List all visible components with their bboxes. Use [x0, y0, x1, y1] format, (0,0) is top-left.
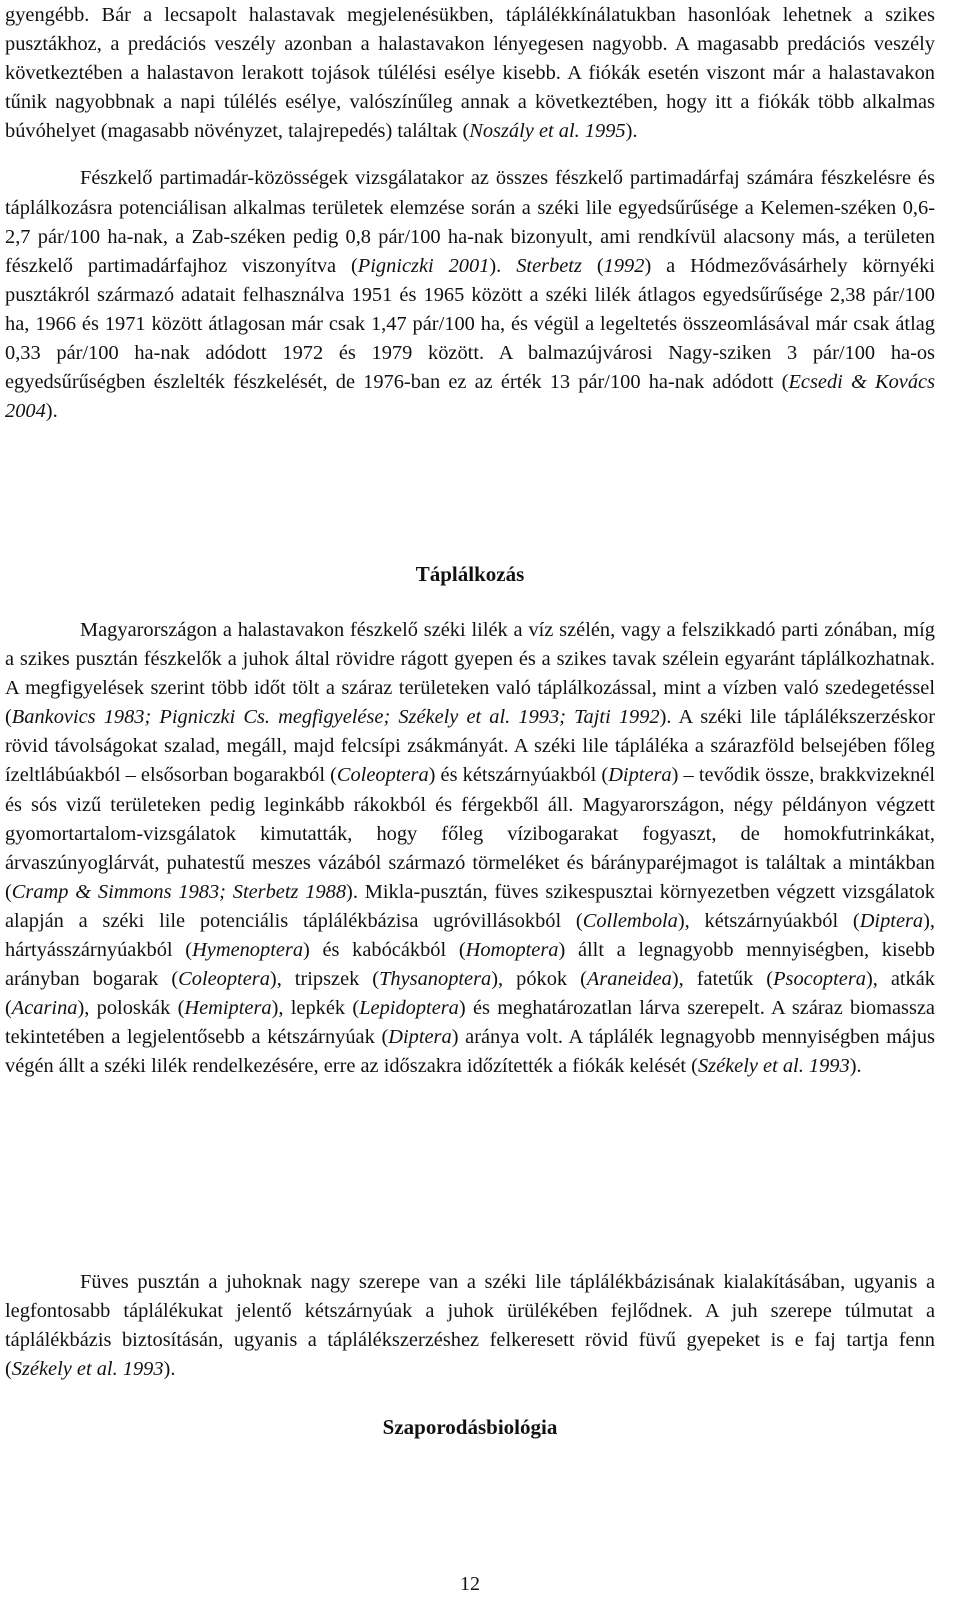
text-run: ), kétszárnyúakból (	[677, 909, 860, 932]
italic-text-run: Lepidoptera	[359, 997, 459, 1020]
text-run: ) aránya volt. A táplálék legnagyobb mennyiségben május végén állt a széki lilék rendelkezésére, erre az időszakra időzítették a fiókák kelését (	[5, 1026, 935, 1078]
text-run: Füves pusztán a juhoknak nagy szerepe van a széki lile táplálékbázisának kialakításában, ugyanis a legfontosabb táplálékukat jelentő kétszárnyúak a juhok ürülékében fejlődnek. A juh szerepe túlmutat a táplálékbázis biztosításán, ugyanis a táplálékszerzéshez felkeresett rövid füvű gyepeket is e faj tartja fenn (	[5, 1271, 935, 1381]
text-run: ), tripszek (	[269, 968, 380, 991]
italic-text-run: Psocoptera	[773, 968, 866, 991]
text-run: ), lepkék (	[271, 997, 360, 1020]
text-block-feeding	[5, 616, 935, 1082]
text-run: ) – tevődik össze, brakkvizeknél és sós vizű területeken pedig leginkább rákokból és férgekből áll. Magyarországon, négy példányon végzett gyomortartalom-vizsgálatok kimutatták, hogy főleg vízibogarakat fogyaszt, de homokfutrinkákat, árvaszúnyoglárvát, puhatestű meszes vázából származó törmeléket és bárányparéjmagot is találtak a mintákban (	[5, 764, 935, 903]
italic-text-run: Coleoptera	[178, 968, 270, 991]
text-run: ), pókok (	[491, 968, 587, 991]
text-run: ), fatetűk (	[671, 968, 774, 991]
paragraph-sheep-role	[5, 1268, 935, 1384]
section-heading-breeding: Szaporodásbiológia	[382, 1415, 558, 1439]
text-block-sheep	[5, 1268, 935, 1384]
italic-text-run: Hemiptera	[184, 997, 272, 1020]
italic-text-run: Ecsedi & Kovács 2004	[5, 371, 935, 423]
italic-text-run: Acarina	[11, 997, 78, 1020]
text-run: (	[581, 254, 604, 277]
text-block-top	[5, 1, 935, 426]
text-run: Fészkelő partimadár-közösségek vizsgálatakor az összes fészkelő partimadárfaj számára fészkelésre és táplálkozásra potenciálisan alkalmas területek elemzése során a széki lile egyedsűrűsége a Kelemen-széken 0,6-2,7 pár/100 ha-nak, a Zab-széken pedig 0,8 pár/100 ha-nak bizonyult, ami rendkívül alacsony más, a területen fészkelő partimadárfajhoz viszonyítva (	[5, 167, 935, 277]
paragraph-feeding-habits	[5, 616, 935, 1082]
text-run: Magyarországon a halastavakon fészkelő széki lilék a víz szélén, vagy a felszikkadó parti zónában, míg a szikes pusztán fészkelők a juhok által rövidre rágott gyepen és a szikes tavak szélein egyaránt táplálkozhatnak. A megfigyelések szerint több időt tölt a száraz területeken való táplálkozással, mint a vízben való szedegetéssel (	[5, 619, 935, 729]
text-run: ), poloskák (	[77, 997, 185, 1020]
italic-text-run: Székely et al. 1993	[697, 1055, 850, 1078]
text-run: ).	[489, 254, 517, 277]
italic-text-run: Noszály et al. 1995	[469, 120, 626, 143]
italic-text-run: Pigniczki 2001	[357, 254, 490, 277]
text-run: ). Mikla-pusztán, füves szikespusztai környezetben végzett vizsgálatok alapján a széki lile potenciális táplálékbázisa ugróvillásokból (	[5, 880, 935, 932]
italic-text-run: Homoptera	[465, 939, 559, 962]
italic-text-run: Sterbetz	[516, 254, 582, 277]
italic-text-run: Hymenoptera	[192, 939, 304, 962]
text-run: ).	[625, 120, 638, 143]
text-run: ) a Hódmezővásárhely környéki pusztákról származó adatait felhasználva 1951 és 1965 között a széki lilék átlagos egyedsűrűsége 2,38 pár/100 ha, 1966 és 1971 között átlagosan már csak 1,47 pár/100 ha, és végül a legeltetés összeomlásával már csak átlag 0,33 pár/100 ha-nak adódott 1972 és 1979 között. A balmazújvárosi Nagy-sziken 3 pár/100 ha-os egyedsűrűségben észlelték fészkelését, de 1976-ban ez az érték 13 pár/100 ha-nak adódott (	[5, 254, 935, 394]
text-run: ).	[45, 400, 58, 423]
italic-text-run: Diptera	[859, 909, 924, 932]
text-run: ) és meghatározatlan lárva szerepelt. A száraz biomassza tekintetében a legjelentősebb a kétszárnyúak (	[5, 997, 935, 1049]
italic-text-run: Diptera	[608, 764, 672, 787]
italic-text-run: Collembola	[582, 909, 678, 932]
text-run: ) és kabócákból (	[303, 939, 466, 962]
paragraph-nest-survival	[5, 1, 935, 146]
text-run: gyengébb. Bár a lecsapolt halastavak megjelenésükben, táplálékkínálatukban hasonlóak lehetnek a szikes pusztákhoz, a predációs veszély azonban a halastavakon lényegesen nagyobb. A magasabb predációs veszély következtében a halastavon lerakott tojások túlélési esélye kisebb. A fiókák esetén viszont már a halastavakon tűnik nagyobbnak a napi túlélés esélye, valószínűleg annak a következtében, hogy itt a fiókák több alkalmas búvóhelyet (magasabb növényzet, talajrepedés) találtak (	[5, 4, 935, 143]
text-run: ). A széki lile táplálékszerzéskor rövid távolságokat szalad, megáll, majd felcsípi zsákmányát. A széki lile tápláléka a szárazföld belsejében főleg ízeltlábúakból – elsősorban bogarakból (	[5, 706, 936, 787]
page-number: 12	[460, 1573, 480, 1595]
text-run: ), hártyásszárnyúakból (	[5, 909, 936, 962]
italic-text-run: Bankovics 1983; Pigniczki Cs. megfigyelése; Székely et al. 1993; Tajti 1992	[11, 706, 660, 729]
paragraph-nesting-density	[5, 164, 935, 426]
text-run: ).	[849, 1055, 862, 1078]
italic-text-run: 1992	[603, 254, 645, 277]
italic-text-run: Coleoptera	[336, 764, 429, 787]
text-run: ).	[163, 1358, 176, 1381]
text-run: ), atkák (	[5, 968, 935, 1020]
italic-text-run: Thysanoptera	[379, 968, 492, 991]
section-heading-feeding: Táplálkozás	[415, 562, 525, 586]
italic-text-run: Cramp & Simmons 1983; Sterbetz 1988	[11, 880, 347, 903]
italic-text-run: Székely et al. 1993	[11, 1358, 164, 1381]
text-run: ) állt a legnagyobb mennyiségben, kisebb arányban bogarak (	[5, 939, 935, 991]
italic-text-run: Araneidea	[586, 968, 672, 991]
text-run: ) és kétszárnyúakból (	[428, 764, 609, 787]
italic-text-run: Diptera	[388, 1026, 452, 1049]
